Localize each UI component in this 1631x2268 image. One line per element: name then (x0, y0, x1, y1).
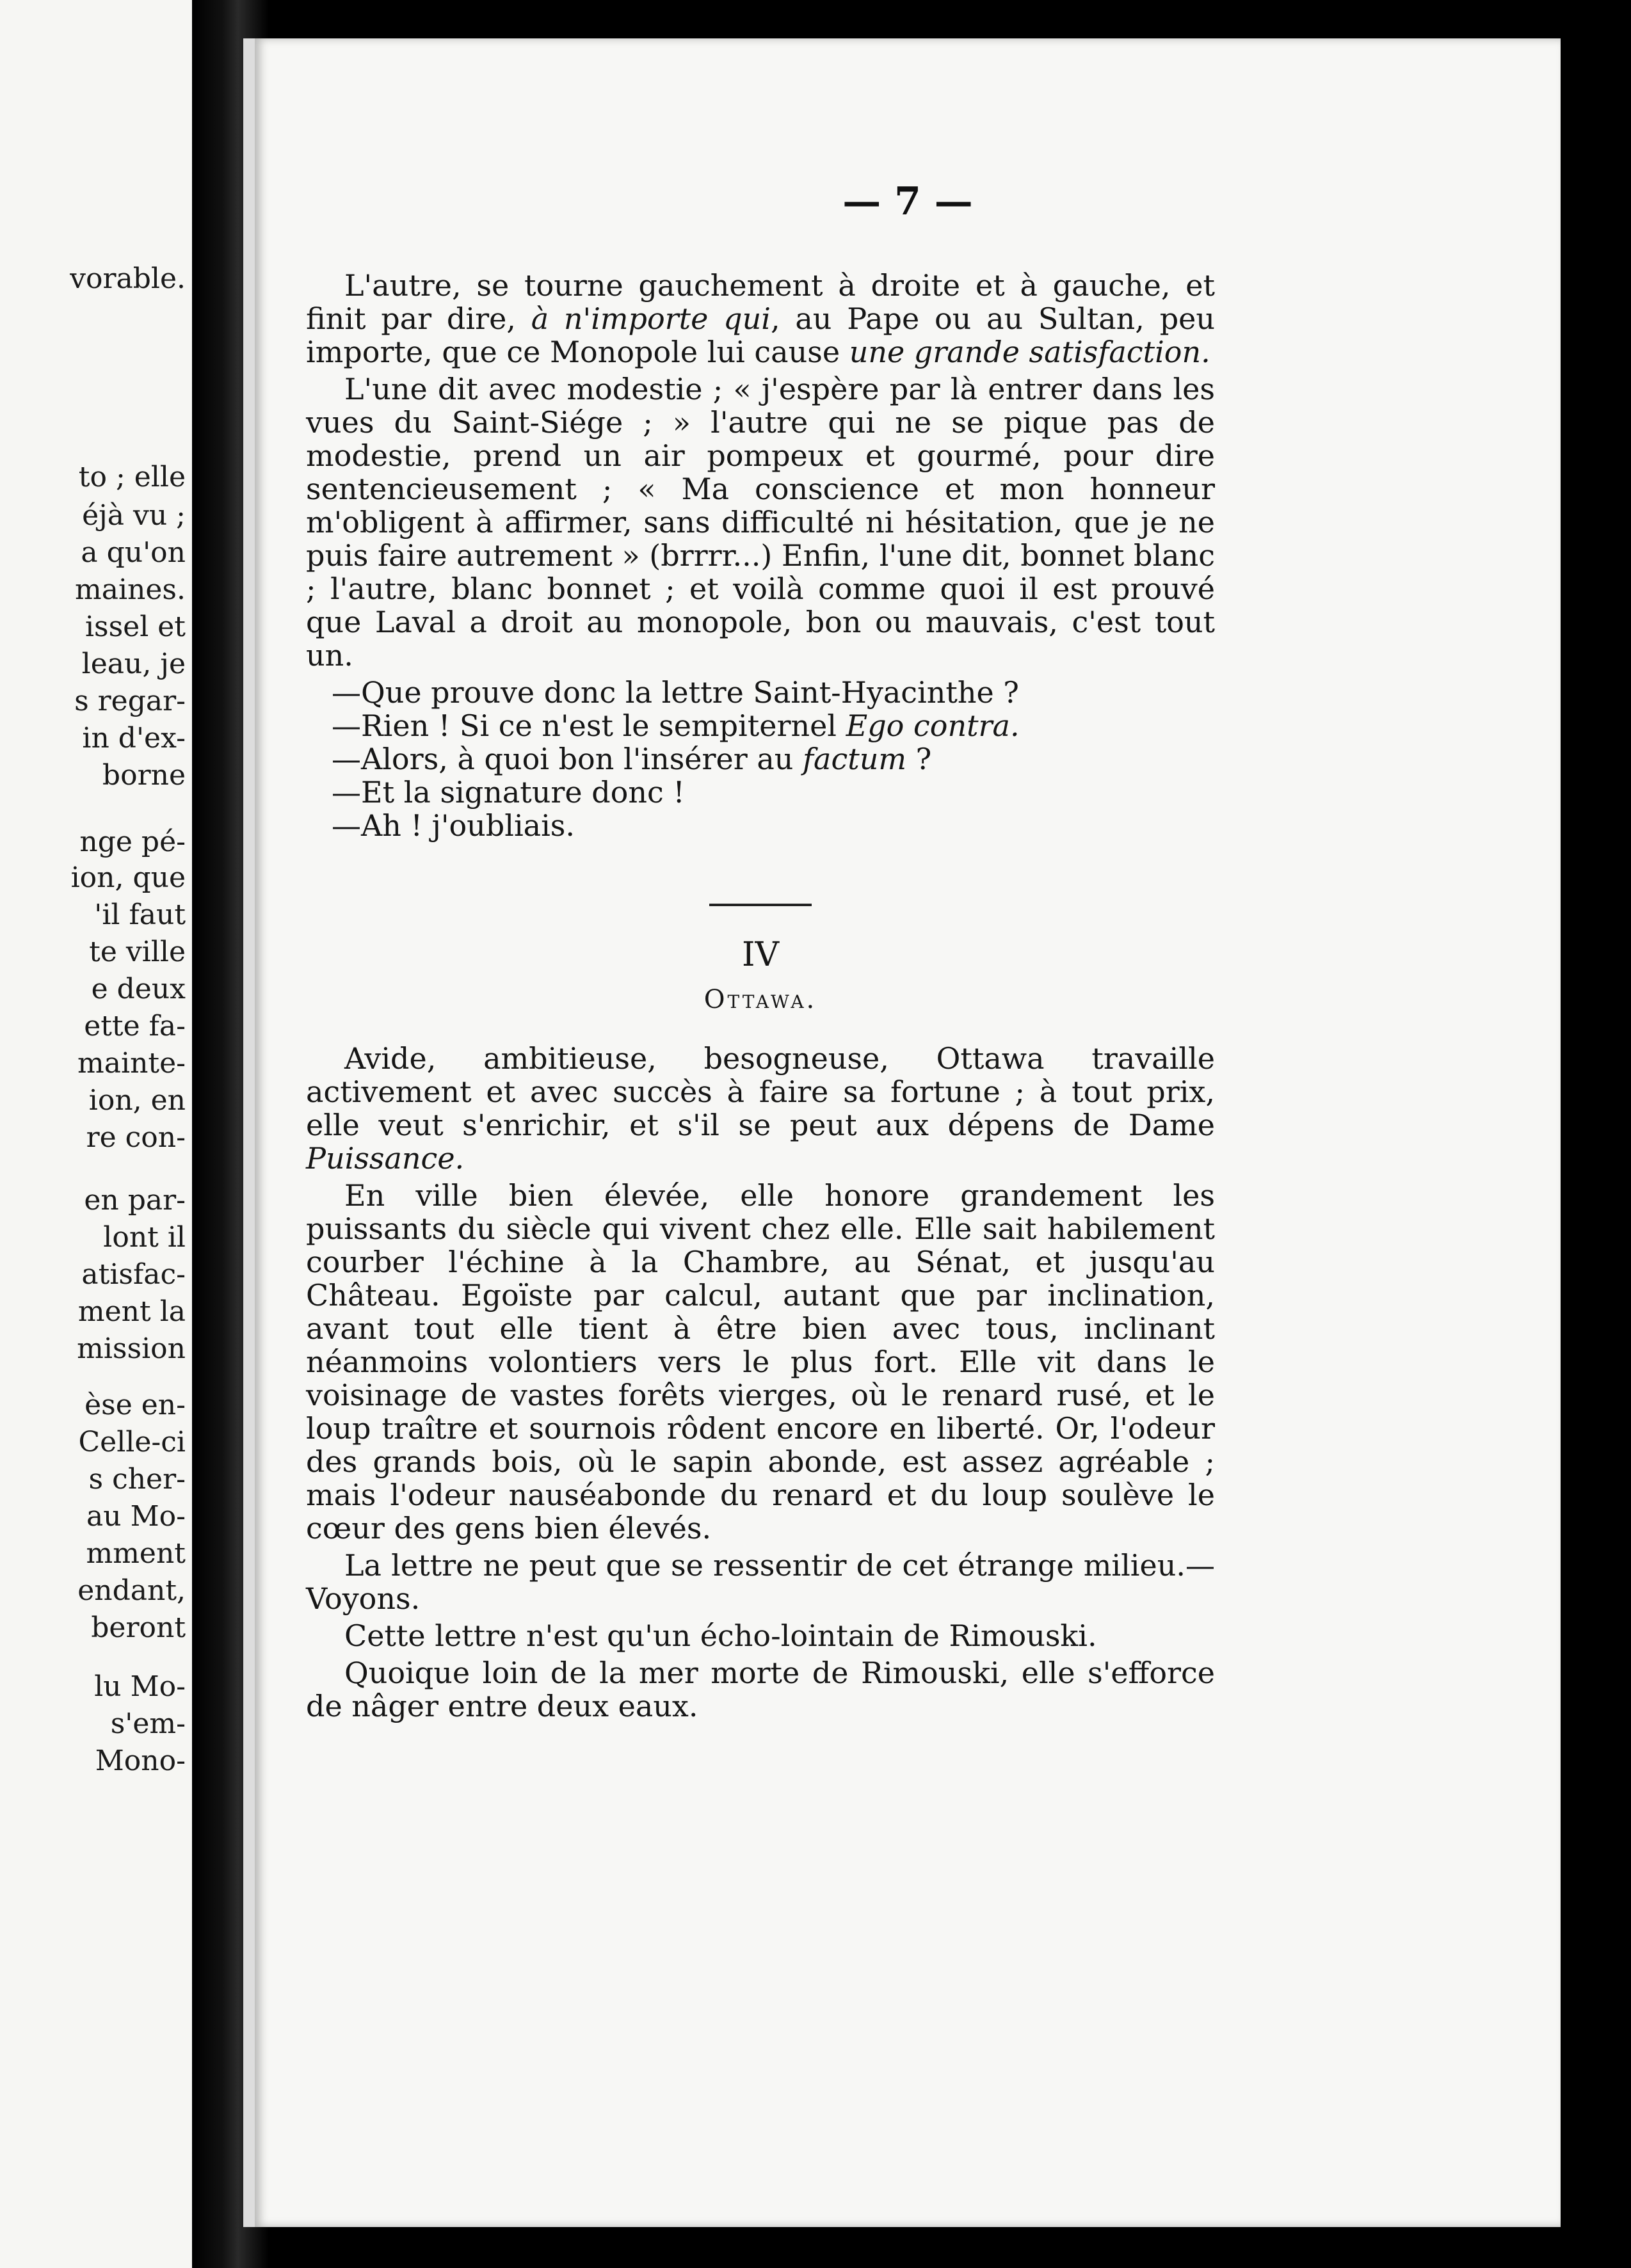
section-number: IV (741, 936, 780, 974)
dialogue-line: —Que prouve donc la lettre Saint-Hyacinthe ? (332, 675, 1019, 710)
paragraph: Quoique loin de la mer morte de Rimouski, elle s'efforce de nâger entre deux eaux. (306, 1656, 1215, 1723)
text-run: —Rien ! Si ce n'est le sempiternel (332, 708, 846, 743)
italic-run: une grande satisfaction. (849, 335, 1210, 369)
left-page-line-fragment: ette fa- (84, 1010, 186, 1042)
text-run: ? (906, 742, 932, 776)
left-page-line-fragment: maines. (75, 573, 186, 606)
left-page-fragment (0, 0, 192, 2268)
page-text (306, 269, 1215, 1727)
left-page-line-fragment: te ville (89, 936, 186, 968)
left-page-line-fragment: borne (102, 759, 186, 792)
left-page-line-fragment: ion, en (88, 1084, 186, 1117)
dialogue-line: —Et la signature donc ! (332, 775, 685, 810)
left-page-line-fragment: endant, (77, 1574, 186, 1607)
left-page-line-fragment: ment la (77, 1295, 186, 1328)
left-page-line-fragment: lu Mo- (94, 1670, 186, 1703)
left-page-line-fragment: atisfac- (81, 1258, 186, 1291)
left-page-line-fragment: mission (77, 1332, 186, 1365)
paragraph (306, 1042, 1215, 1175)
left-page-line-fragment: s cher- (88, 1463, 186, 1496)
left-page-line-fragment: Celle-ci (78, 1426, 186, 1458)
left-page-line-fragment: mment (86, 1537, 186, 1570)
left-page-line-fragment: ion, que (70, 861, 186, 894)
italic-run: Puissance. (306, 1141, 465, 1176)
left-page-line-fragment: vorable. (70, 262, 186, 295)
left-page-line-fragment: èse en- (84, 1389, 186, 1421)
text-run: —Alors, à quoi bon l'insérer au (332, 742, 803, 776)
left-page-line-fragment: to ; elle (78, 461, 186, 493)
left-page-line-fragment: Mono- (95, 1745, 186, 1777)
left-page-line-fragment: lont il (103, 1221, 186, 1254)
page (243, 38, 1561, 2227)
left-page-line-fragment: beront (91, 1611, 186, 1644)
left-page-line-fragment: éjà vu ; (82, 499, 186, 532)
paragraph: L'une dit avec modestie ; « j'espère par là entrer dans les vues du Saint-Siége ; » l'autre qui ne se pique pas de modestie, prend un air pompeux et gourmé, pour dire sentencieusement ; « Ma conscience et mon honneur m'obligent à affirmer, sans difficulté ni hésitation, que je ne puis faire autrement » (brrrr...) Enfin, l'une dit, bonnet blanc ; l'autre, blanc bonnet ; et voilà comme quoi il est prouvé que Laval a droit au monopole, bon ou mauvais, c'est tout un. (306, 372, 1215, 673)
dialogue-line (306, 742, 1215, 776)
left-page-line-fragment: leau, je (81, 648, 186, 680)
dialogue-line: —Ah ! j'oubliais. (332, 808, 575, 843)
paragraph: En ville bien élevée, elle honore grandement les puissants du siècle qui vivent chez elle. Elle sait habilement courber l'échine à la Chambre, au Sénat, et jusqu'au Château. Egoïste par calcul, autant que par inclination, avant tout elle tient à être bien avec tous, inclinant néanmoins volontiers vers le plus fort. Elle vit dans le voisinage de vastes forêts vierges, où le renard rusé, et le loup traître et sournois rôdent encore en liberté. Or, l'odeur des grands bois, où le sapin abonde, est assez agréable ; mais l'odeur nauséabonde du renard et du loup soulève le cœur des gens bien élevés. (306, 1178, 1215, 1545)
paragraph: Cette lettre n'est qu'un écho-lointain de Rimouski. (344, 1618, 1097, 1653)
left-page-line-fragment: in d'ex- (82, 722, 186, 755)
italic-run: factum (803, 742, 906, 776)
left-page-line-fragment: en par- (84, 1184, 186, 1217)
page-number: — 7 — (842, 179, 973, 224)
left-page-line-fragment: nge pé- (79, 826, 186, 858)
left-page-line-fragment: s regar- (74, 685, 186, 717)
italic-run: Ego contra. (846, 708, 1020, 743)
left-page-line-fragment: 'il faut (94, 898, 186, 931)
left-page-line-fragment: s'em- (110, 1707, 186, 1740)
left-page-line-fragment: e deux (91, 973, 186, 1005)
section-title: Ottawa. (703, 985, 817, 1014)
text-run: L'autre, se tourne gauchement à droite et à gauche, et finit par dire, (306, 268, 1215, 336)
left-page-line-fragment: issel et (84, 611, 186, 643)
text-run: , au Pape ou au Sultan, peu importe, que ce Monopole lui cause (306, 301, 1215, 369)
left-page-line-fragment: au Mo- (86, 1500, 186, 1533)
italic-run: à n'importe qui (531, 301, 771, 336)
left-page-line-fragment: a qu'on (81, 536, 186, 569)
section-divider (709, 904, 812, 906)
text-run: Avide, ambitieuse, besogneuse, Ottawa travaille activement et avec succès à faire sa fortune ; à tout prix, elle veut s'enrichir, et s'il se peut aux dépens de Dame (306, 1041, 1215, 1142)
left-page-line-fragment: re con- (86, 1121, 186, 1154)
dialogue-line (306, 709, 1215, 742)
left-page-line-fragment: mainte- (77, 1047, 186, 1080)
paragraph: La lettre ne peut que se ressentir de cet étrange milieu.—Voyons. (306, 1548, 1215, 1616)
paragraph (306, 269, 1215, 369)
